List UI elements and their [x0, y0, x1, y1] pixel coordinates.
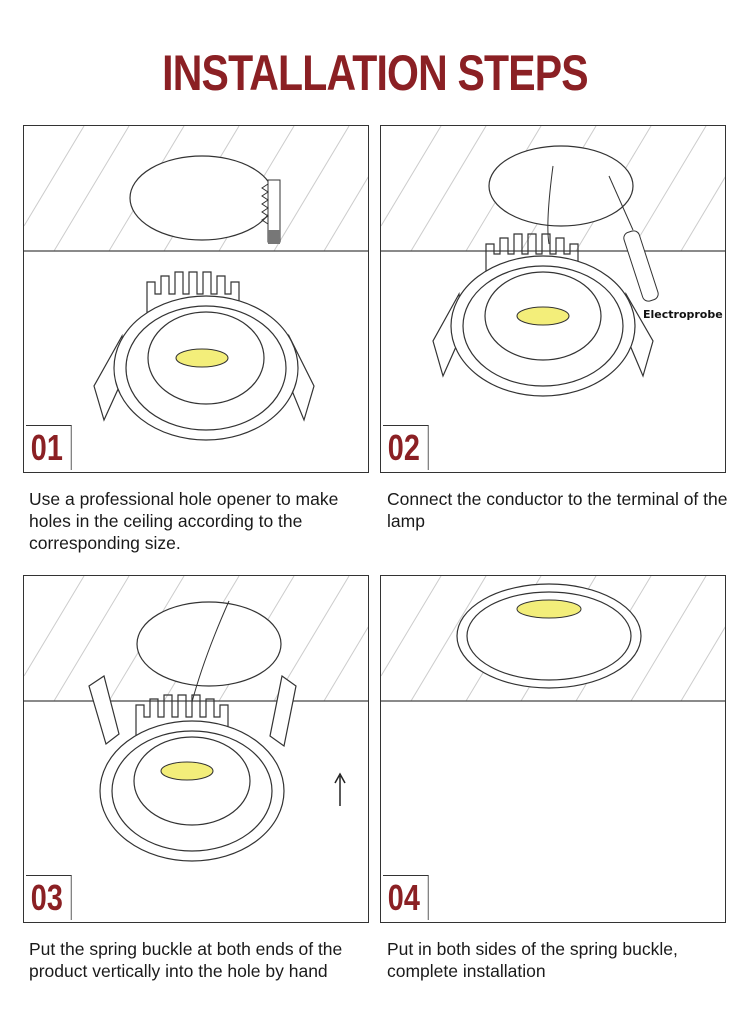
step-1-caption: Use a professional hole opener to make holes in the ceiling according to the corresponding size. [29, 489, 339, 553]
step-4-caption: Put in both sides of the spring buckle, complete installation [387, 939, 678, 981]
step-3-caption: Put the spring buckle at both ends of the product vertically into the hole by hand [29, 939, 343, 981]
step-3-number: 03 [26, 875, 72, 920]
step-4-panel [380, 575, 726, 923]
step-3-panel [23, 575, 369, 923]
step-3-illustration [24, 576, 369, 923]
electroprobe-label: Electroprobe [643, 308, 723, 321]
step-2-illustration [381, 126, 726, 473]
step-4-illustration [381, 576, 726, 923]
step-1-illustration [24, 126, 369, 473]
page-title: INSTALLATION STEPS [162, 45, 588, 101]
step-1-panel [23, 125, 369, 473]
step-2-caption: Connect the conductor to the terminal of the lamp [387, 489, 728, 531]
step-2-panel [380, 125, 726, 473]
step-1-number: 01 [26, 425, 72, 470]
step-4-number: 04 [383, 875, 429, 920]
step-2-number: 02 [383, 425, 429, 470]
